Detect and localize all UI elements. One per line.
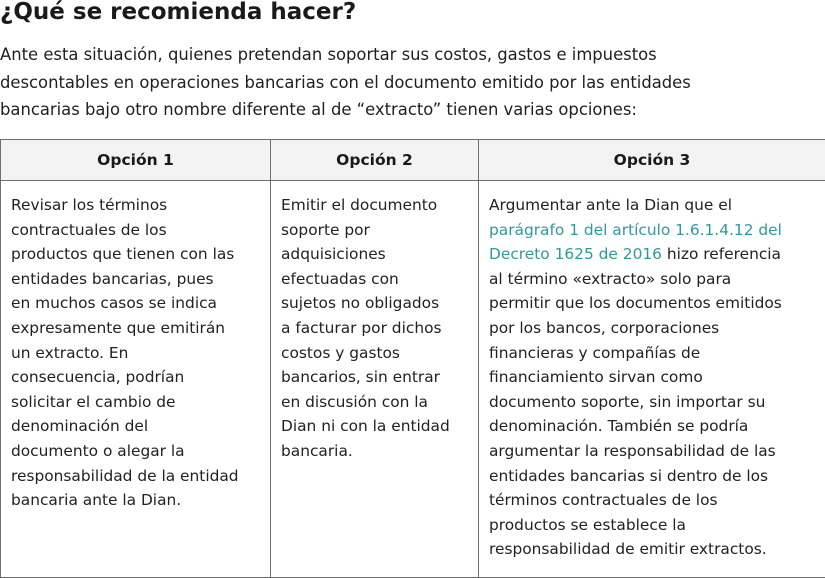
cell-line: financieras y compañías de (489, 341, 819, 366)
cell-line: productos se establece la (489, 513, 819, 538)
cell-line: consecuencia, podrían (11, 365, 264, 390)
options-table (0, 139, 825, 578)
cell-line: soporte por (281, 218, 472, 243)
cell-line: bancaria. (281, 439, 472, 464)
cell-line: entidades bancarias si dentro de los (489, 464, 819, 489)
cell-line: sujetos no obligados (281, 291, 472, 316)
cell-line: por los bancos, corporaciones (489, 316, 819, 341)
intro-line: Ante esta situación, quienes pretendan soportar sus costos, gastos e impuestos (0, 41, 822, 69)
table-header-row (1, 140, 825, 181)
cell-line: términos contractuales de los (489, 488, 819, 513)
section-heading: ¿Qué se recomienda hacer? (0, 0, 356, 28)
cell-line: solicitar el cambio de (11, 390, 264, 415)
header-option-2: Opción 2 (271, 140, 479, 181)
intro-line: descontables en operaciones bancarias con el documento emitido por las entidades (0, 69, 822, 97)
cell-line: al término «extracto» solo para (489, 267, 819, 292)
cell-line: permitir que los documentos emitidos (489, 291, 819, 316)
intro-line: bancarias bajo otro nombre diferente al de “extracto” tienen varias opciones: (0, 96, 822, 124)
cell-line: denominación. También se podría (489, 414, 819, 439)
cell-option-3 (479, 181, 825, 578)
cell-line: Revisar los términos (11, 193, 264, 218)
cell-line: expresamente que emitirán (11, 316, 264, 341)
cell-line: productos que tienen con las (11, 242, 264, 267)
cell-line: argumentar la responsabilidad de las (489, 439, 819, 464)
cell-line: contractuales de los (11, 218, 264, 243)
cell-option-2 (271, 181, 479, 578)
cell-line: documento o alegar la (11, 439, 264, 464)
cell-line: Emitir el documento (281, 193, 472, 218)
decree-link[interactable]: parágrafo 1 del artículo 1.6.1.4.12 del (489, 221, 782, 239)
cell-line: documento soporte, sin importar su (489, 390, 819, 415)
cell-line: responsabilidad de emitir extractos. (489, 537, 819, 562)
cell-line: Dian ni con la entidad (281, 414, 472, 439)
cell-text: hizo referencia (662, 245, 781, 263)
cell-line: financiamiento sirvan como (489, 365, 819, 390)
table-row (1, 181, 825, 578)
cell-option-1 (1, 181, 271, 578)
header-option-3: Opción 3 (479, 140, 825, 181)
cell-line: efectuadas con (281, 267, 472, 292)
cell-line: denominación del (11, 414, 264, 439)
cell-line: en muchos casos se indica (11, 291, 264, 316)
cell-line: bancaria ante la Dian. (11, 488, 264, 513)
cell-line: a facturar por dichos (281, 316, 472, 341)
cell-line: un extracto. En (11, 341, 264, 366)
cell-line (489, 242, 819, 267)
cell-line (489, 218, 819, 243)
header-option-1: Opción 1 (1, 140, 271, 181)
cell-line: en discusión con la (281, 390, 472, 415)
cell-line: responsabilidad de la entidad (11, 464, 264, 489)
intro-paragraph (0, 41, 822, 124)
cell-line: costos y gastos (281, 341, 472, 366)
cell-line: entidades bancarias, pues (11, 267, 264, 292)
cell-line: Argumentar ante la Dian que el (489, 193, 819, 218)
cell-line: adquisiciones (281, 242, 472, 267)
decree-link[interactable]: Decreto 1625 de 2016 (489, 245, 662, 263)
cell-line: bancarios, sin entrar (281, 365, 472, 390)
